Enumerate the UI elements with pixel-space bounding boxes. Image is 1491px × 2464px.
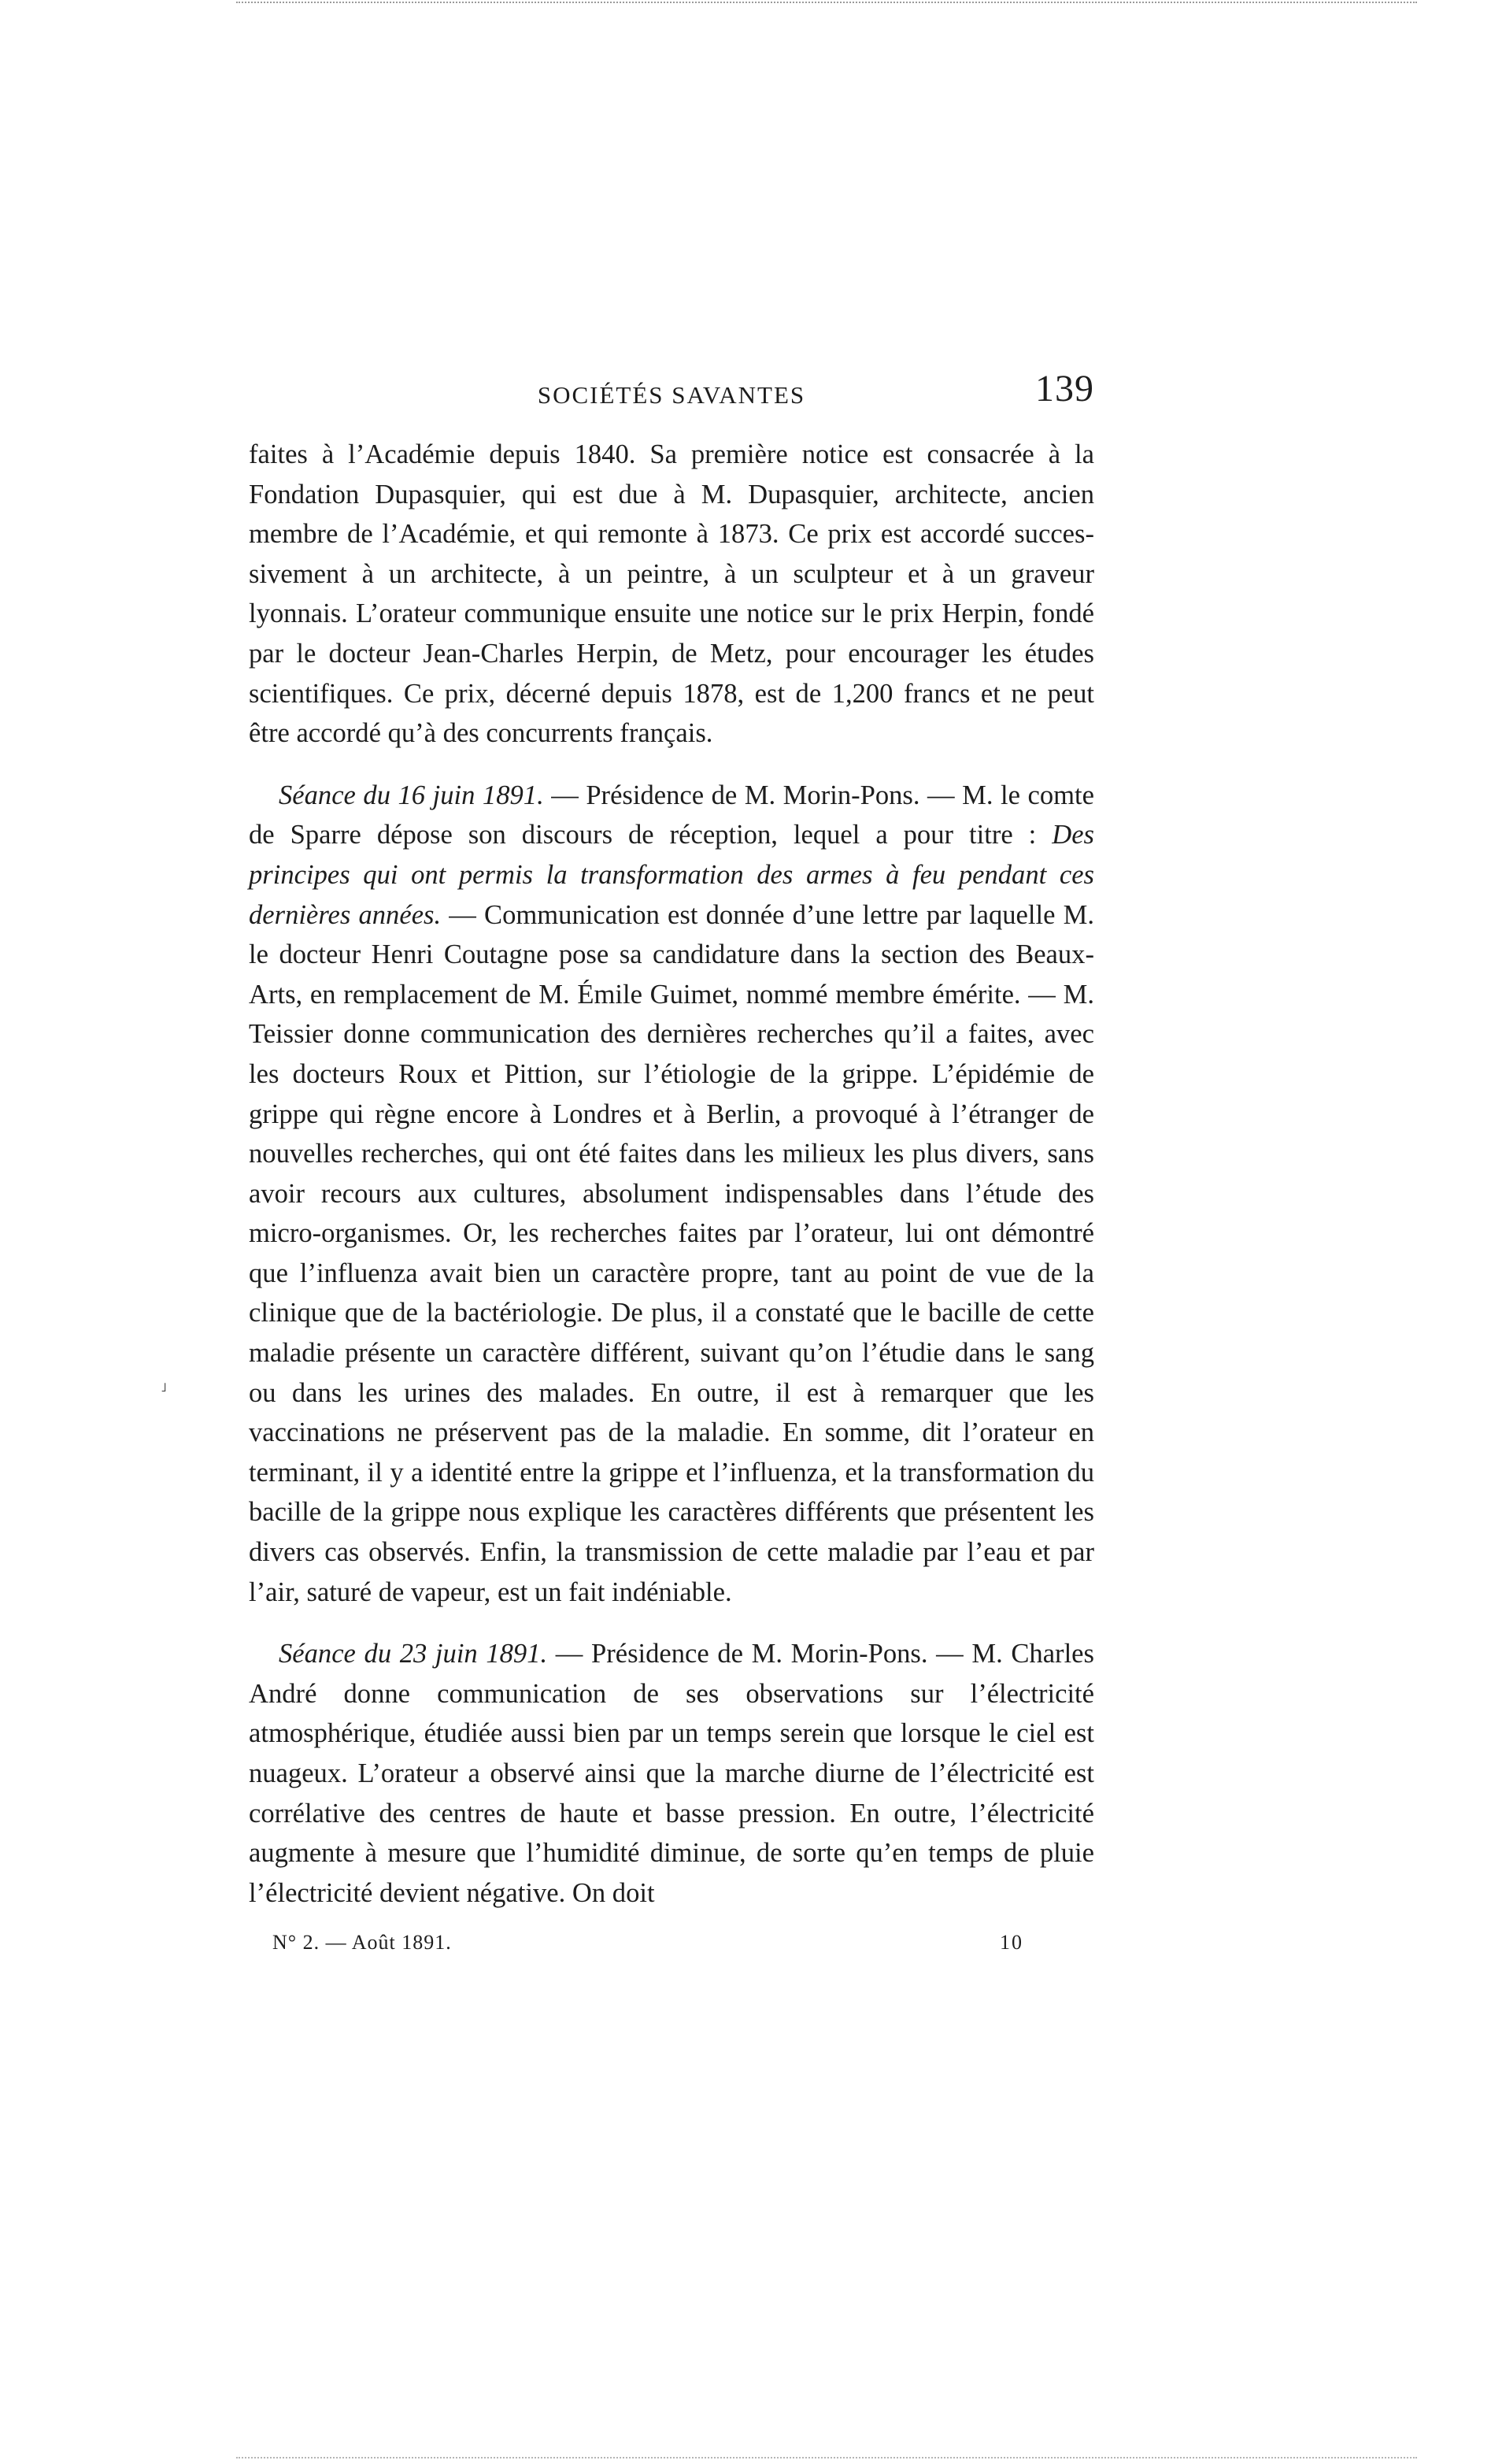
margin-mark: ˩	[161, 1380, 167, 1395]
body-text	[249, 435, 1094, 2395]
paragraph-3	[249, 1634, 1094, 1913]
paragraph-2-text-a: — Présidence de M. Morin-Pons. — M. le comte de Sparre dépose son discours de réception, lequel a pour titre :	[249, 780, 1094, 850]
page-edge-bottom	[236, 2457, 1417, 2460]
session-label-16-juin: Séance du 16 juin 1891.	[279, 780, 544, 810]
page-number: 139	[1035, 368, 1094, 409]
issue-line: N° 2. — Août 1891.	[272, 1931, 452, 1954]
paragraph-2-text-b: — Communication est donnée d’une lettre par laquelle M. le docteur Henri Coutagne pose sa candidature dans la section des Beaux-Arts, en remplacement de M. Émile Guimet, nommé membre émérite. — M. Teissier donne communication des dernières recherches qu’il a faites, avec les docteurs Roux et Pittion, sur l’étiologie de la grippe. L’épidémie de grippe qui règne encore à Londres et à Berlin, a provoqué à l’étranger de nouvelles recherches, qui ont été faites dans les milieux les plus divers, sans avoir recours aux cultures, absolument indispensables dans l’étude des micro-organismes. Or, les recherches faites par l’orateur, lui ont démontré que l’influenza avait bien un caractère propre, tant au point de vue de la clinique que de la bactériologie. De plus, il a constaté que le bacille de cette maladie présente un caractère différent, suivant qu’on l’étudie dans le sang ou dans les urines des malades. En outre, il est à remarquer que les vaccinations ne préservent pas de la maladie. En somme, dit l’orateur en terminant, il y a identité entre la grippe et l’influenza, et la transformation du bacille de la grippe nous explique les caractères différents que présentent les divers cas observés. Enfin, la transmission de cette maladie par l’eau et par l’air, saturé de vapeur, est un fait indéniable.	[249, 899, 1094, 1607]
paragraph-2	[249, 776, 1094, 1612]
page-edge-top	[236, 2, 1417, 5]
running-head	[249, 367, 1094, 422]
paragraph-1: faites à l’Académie depuis 1840. Sa première notice est consacrée à la Fondation Dupasquier, qui est due à M. Dupasquier, architecte, ancien membre de l’Académie, et qui remonte à 1873. Ce prix est accordé successivement à un architecte, à un peintre, à un sculpteur et à un graveur lyonnais. L’orateur communique ensuite une notice sur le prix Herpin, fondé par le docteur Jean-Charles Herpin, de Metz, pour encourager les études scientifiques. Ce prix, décerné depuis 1878, est de 1,200 francs et ne peut être accordé qu’à des concurrents français.	[249, 439, 1094, 749]
session-label-23-juin: Séance du 23 juin 1891.	[279, 1639, 548, 1669]
paragraph-3-text: — Présidence de M. Morin-Pons. — M. Charles André donne communication de ses observations sur l’électricité atmosphérique, étudiée aussi bien par un temps serein que lorsque le ciel est nuageux. L’orateur a observé ainsi que la marche diurne de l’électricité est corrélative des centres de haute et basse pression. En outre, l’électricité augmente à mesure que l’humidité diminue, de sorte qu’en temps de pluie l’électricité devient négative. On doit	[249, 1639, 1094, 1908]
signature-mark: 10	[1000, 1931, 1023, 1954]
discourse-title: Des principes qui ont permis la transformation des armes à feu pendant ces dernières années.	[249, 820, 1094, 930]
running-title: SOCIÉTÉS SAVANTES	[537, 381, 806, 409]
page-footer	[272, 1931, 1023, 1970]
